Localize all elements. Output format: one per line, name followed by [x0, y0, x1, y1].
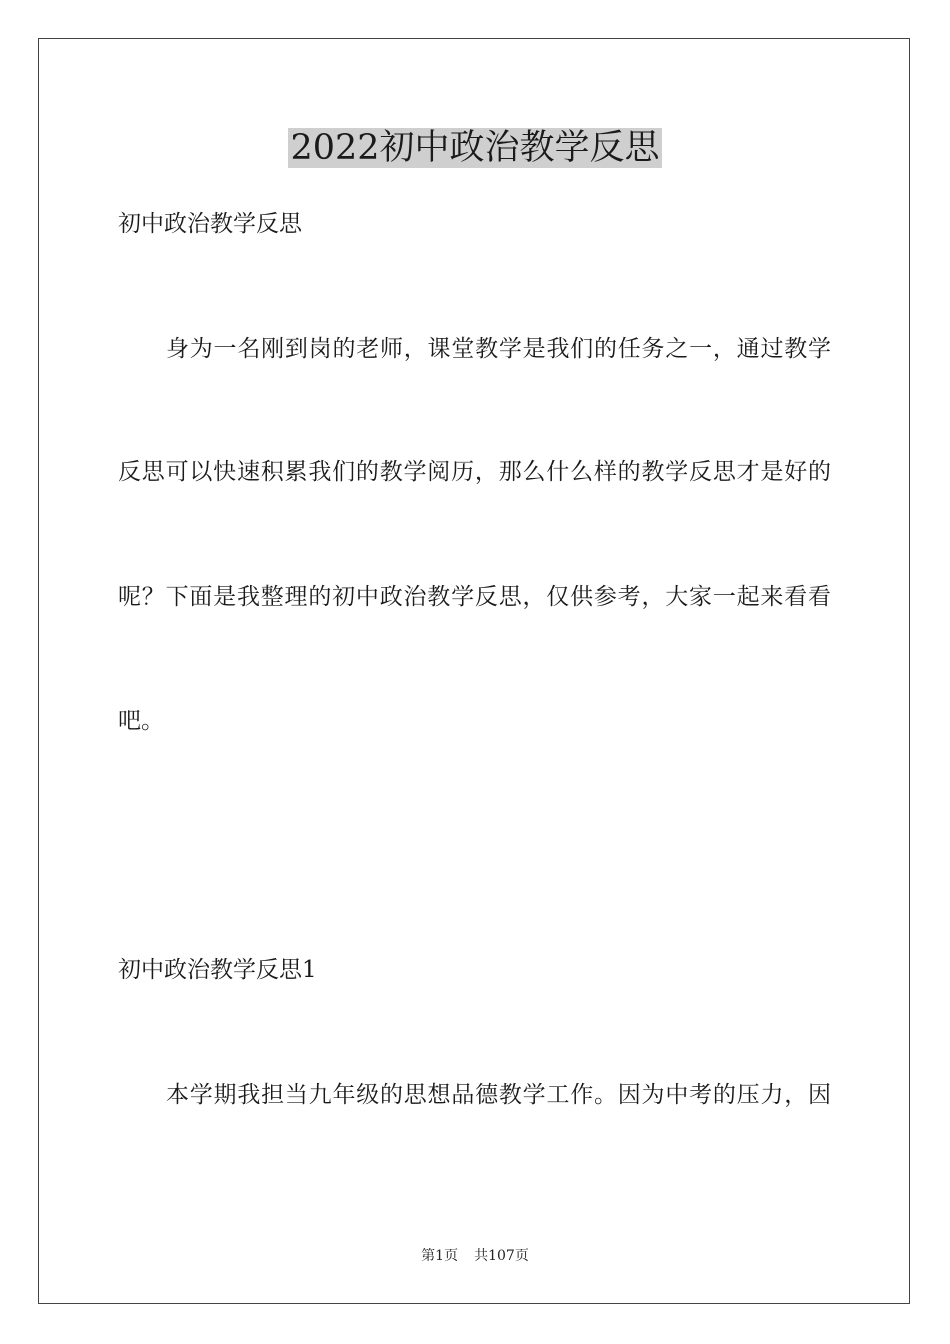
document-title: [0, 125, 950, 171]
paragraph-line: 身为一名刚到岗的老师，课堂教学是我们的任务之一，通过教学: [166, 336, 831, 362]
document-title-text: 2022初中政治教学反思: [290, 128, 660, 168]
section-heading: 初中政治教学反思1: [118, 957, 317, 983]
page-footer: [0, 1246, 950, 1266]
paragraph-line: 本学期我担当九年级的思想品德教学工作。因为中考的压力，因: [166, 1082, 831, 1108]
document-subtitle: 初中政治教学反思: [118, 211, 302, 237]
page-total: 共107页: [474, 1248, 529, 1264]
paragraph-line: 反思可以快速积累我们的教学阅历，那么什么样的教学反思才是好的: [118, 459, 831, 485]
page-number: 第1页: [421, 1248, 459, 1264]
paragraph-line: 吧。: [118, 708, 164, 734]
paragraph-line: 呢？下面是我整理的初中政治教学反思，仅供参考，大家一起来看看: [118, 584, 831, 610]
